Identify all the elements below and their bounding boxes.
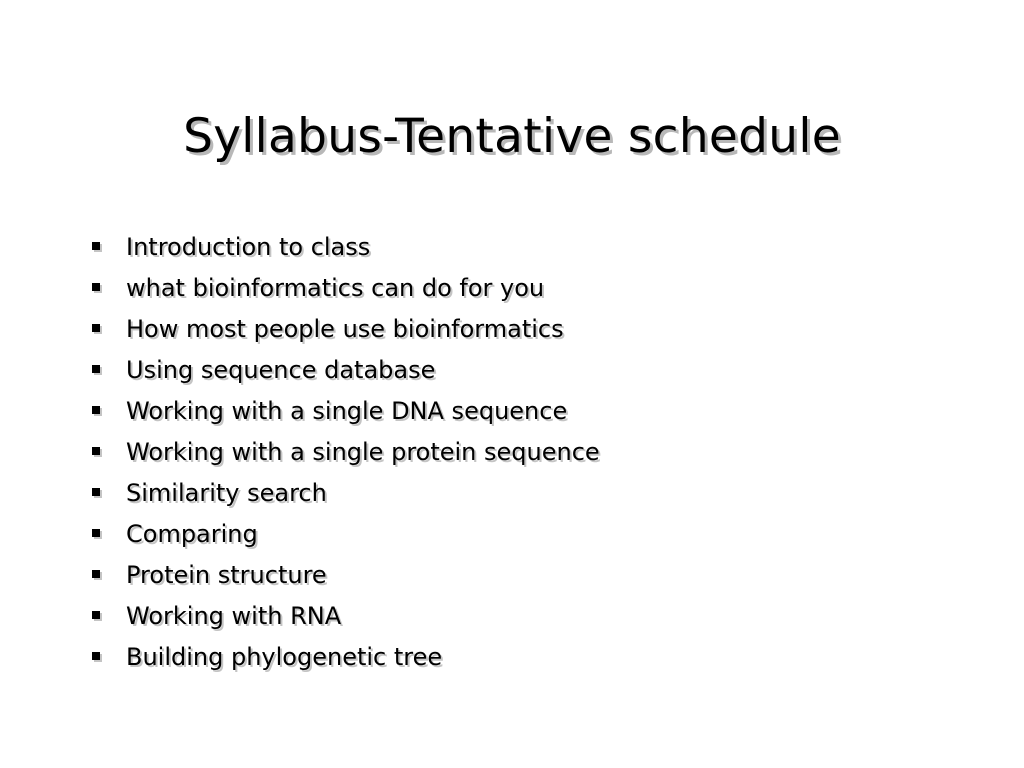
square-bullet-icon <box>92 242 100 250</box>
square-bullet-icon <box>92 652 100 660</box>
bullet-item-6 <box>86 434 600 475</box>
square-bullet-icon <box>92 447 100 455</box>
bullet-text: Comparing <box>126 520 258 548</box>
bullet-item-8 <box>86 516 600 557</box>
bullet-item-5 <box>86 393 600 434</box>
bullet-text: Similarity search <box>126 479 327 507</box>
bullet-item-10 <box>86 598 600 639</box>
square-bullet-icon <box>92 406 100 414</box>
bullet-item-9 <box>86 557 600 598</box>
square-bullet-icon <box>92 488 100 496</box>
bullet-item-7 <box>86 475 600 516</box>
square-bullet-icon <box>92 570 100 578</box>
bullet-text: Introduction to class <box>126 233 371 261</box>
bullet-text: Working with a single protein sequence <box>126 438 600 466</box>
bullet-text: Using sequence database <box>126 356 436 384</box>
square-bullet-icon <box>92 611 100 619</box>
bullet-text: Building phylogenetic tree <box>126 643 443 671</box>
bullet-text: Working with a single DNA sequence <box>126 397 568 425</box>
bullet-item-2 <box>86 270 600 311</box>
square-bullet-icon <box>92 283 100 291</box>
bullet-text: Working with RNA <box>126 602 342 630</box>
bullet-text: what bioinformatics can do for you <box>126 274 545 302</box>
bullet-item-3 <box>86 311 600 352</box>
bullet-item-1 <box>86 229 600 270</box>
bullet-text: Protein structure <box>126 561 327 589</box>
bullet-text: How most people use bioinformatics <box>126 315 564 343</box>
square-bullet-icon <box>92 324 100 332</box>
square-bullet-icon <box>92 529 100 537</box>
bullet-item-4 <box>86 352 600 393</box>
bullet-item-11 <box>86 639 600 680</box>
square-bullet-icon <box>92 365 100 373</box>
bullet-list <box>86 229 600 680</box>
slide-title: Syllabus-Tentative schedule <box>183 109 841 164</box>
